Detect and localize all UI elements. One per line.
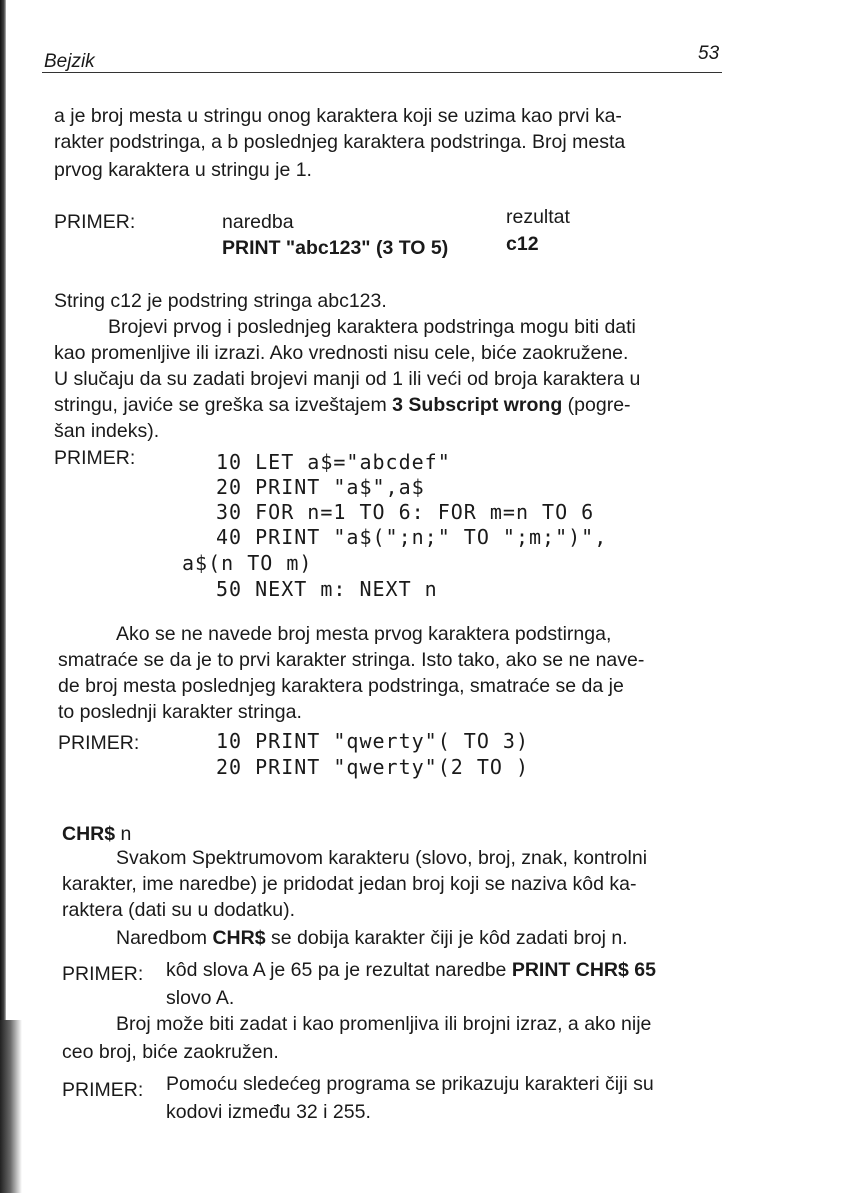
example5-line-1: Pomoću sledećeg programa se prikazuju karakteri čiji su [166,1073,654,1095]
chr-para3-line-2: ceo broj, biće zaokružen. [62,1041,279,1063]
example5-label: PRIMER: [62,1079,144,1101]
intro-line-3: prvog karaktera u stringu je 1. [54,159,312,181]
para2-line-1: String c12 je podstring stringa abc123. [54,290,387,312]
chr-para1-line-2: karakter, ime naredbe) je pridodat jedan broj koji se naziva kôd ka- [62,873,637,895]
intro-line-1: a je broj mesta u stringu onog karaktera koji se uzima kao prvi ka- [54,105,622,127]
code-line: 20 PRINT "a$",a$ [216,475,425,499]
para2-line-6: šan indeks). [54,420,160,442]
example1-result-heading: rezultat [506,206,570,228]
example4-text: kôd slova A je 65 pa je rezultat naredbe [166,959,507,981]
example1-label: PRIMER: [54,211,136,233]
code-line: 30 FOR n=1 TO 6: FOR m=n TO 6 [216,500,595,524]
error-report: 3 Subscript wrong [392,394,563,416]
page-number: 53 [698,43,720,64]
chr-para2-keyword: CHR$ [212,927,266,949]
code-line: 10 LET a$="abcdef" [216,450,451,474]
chr-heading-arg: n [120,823,132,845]
example2-label: PRIMER: [54,447,136,469]
para2-line-2: Brojevi prvog i poslednjeg karaktera podstringa mogu biti dati [108,316,636,338]
example1-command-heading: naredba [222,211,294,233]
example4-label: PRIMER: [62,963,144,985]
running-header-title: Bejzik [44,51,95,72]
example1-result: c12 [506,233,539,255]
para2-line-4: U slučaju da su zadati brojevi manji od 1 ili veći od broja karaktera u [54,368,641,390]
page-binding-shadow [0,0,6,1193]
code-line: 50 NEXT m: NEXT n [216,577,438,601]
chr-para2-before: Naredbom [116,927,208,949]
chr-heading-keyword: CHR$ [62,823,116,845]
code-line: a$(n TO m) [182,551,313,575]
para3-line-3: de broj mesta poslednjeg karaktera podstringa, smatraće se da je [58,675,624,697]
chr-heading [62,822,131,846]
example4-line-1 [166,958,656,982]
code-line: 40 PRINT "a$(";n;" TO ";m;")", [216,525,608,549]
chr-para3-line-1: Broj može biti zadat i kao promenljiva ili brojni izraz, a ako nije [116,1013,652,1035]
chr-para1-line-1: Svakom Spektrumovom karakteru (slovo, broj, znak, kontrolni [116,847,648,869]
chr-para2-after: se dobija karakter čiji je kôd zadati broj n. [270,927,628,949]
para2-line-5-text: stringu, javiće se greška sa izveštajem [54,394,387,416]
para2-line-3: kao promenljive ili izrazi. Ako vrednosti nisu cele, biće zaokružene. [54,342,629,364]
code-line: 10 PRINT "qwerty"( TO 3) [216,729,529,753]
example3-label: PRIMER: [58,732,140,754]
example4-line-2: slovo A. [166,987,235,1009]
header-rule [42,72,722,73]
example4-command: PRINT CHR$ 65 [511,959,656,981]
para3-line-1: Ako se ne navede broj mesta prvog karaktera podstirnga, [116,623,612,645]
example1-command: PRINT "abc123" (3 TO 5) [222,237,449,259]
para3-line-4: to poslednji karakter stringa. [58,701,302,723]
para2-line-5 [54,393,631,417]
chr-para1-line-3: raktera (dati su u dodatku). [62,899,296,921]
page-binding-shadow-bottom [0,1020,22,1193]
code-line: 20 PRINT "qwerty"(2 TO ) [216,755,529,779]
intro-line-2: rakter podstringa, a b poslednjeg karaktera podstringa. Broj mesta [54,131,626,153]
chr-para2 [116,926,628,950]
error-report-after: (pogre- [567,394,631,416]
example5-line-2: kodovi između 32 i 255. [166,1101,371,1123]
para3-line-2: smatraće se da je to prvi karakter stringa. Isto tako, ako se ne nave- [58,649,645,671]
